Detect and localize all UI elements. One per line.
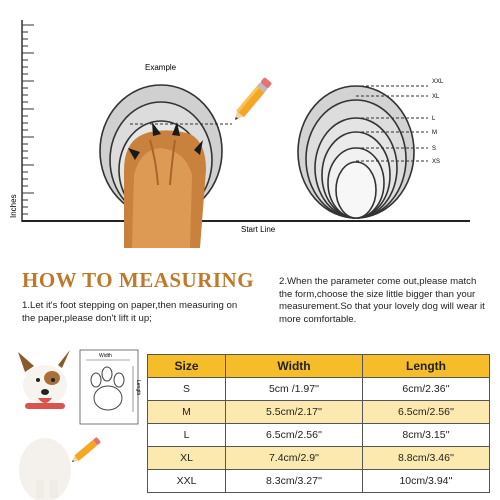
size-chart-table xyxy=(147,354,490,493)
dog-paw-illustration xyxy=(124,122,206,248)
marker-m: M xyxy=(432,130,437,136)
marker-xl: XL xyxy=(432,94,440,100)
right-size-ellipses xyxy=(298,86,414,218)
cell-length: 6.5cm/2.56'' xyxy=(363,401,490,424)
cell-length: 6cm/2.36'' xyxy=(363,378,490,401)
table-row xyxy=(148,424,490,447)
header-width: Width xyxy=(226,355,363,378)
dog-measure-illustration xyxy=(0,340,146,500)
paw-length-label: Length xyxy=(135,380,141,396)
how-to-title: HOW TO MEASURING xyxy=(22,268,255,292)
cell-size: XXL xyxy=(148,470,226,493)
instruction-step-1: 1.Let it's foot stepping on paper,then measuring on the paper,please don't lift it up; xyxy=(22,300,238,324)
example-label: Example xyxy=(145,63,177,72)
cell-width: 5.5cm/2.17'' xyxy=(226,401,363,424)
marker-xxl: XXL xyxy=(432,79,444,85)
paw-sketch xyxy=(80,350,141,424)
cell-length: 10cm/3.94'' xyxy=(363,470,490,493)
start-line-label: Start Line xyxy=(241,225,276,234)
marker-s: S xyxy=(432,146,437,152)
table-row xyxy=(148,401,490,424)
cell-width: 8.3cm/3.27'' xyxy=(226,470,363,493)
cell-size: S xyxy=(148,378,226,401)
cell-length: 8cm/3.15'' xyxy=(363,424,490,447)
cell-width: 5cm /1.97'' xyxy=(226,378,363,401)
table-row xyxy=(148,378,490,401)
table-header-row xyxy=(148,355,490,378)
paw-width-label: Width xyxy=(99,353,112,359)
dog-photo xyxy=(18,350,71,500)
marker-l: L xyxy=(432,116,436,122)
marker-xs: XS xyxy=(432,159,441,165)
pencil-icon-small xyxy=(70,437,101,465)
axis-label: Inches xyxy=(9,194,18,218)
pencil-icon xyxy=(231,77,272,123)
cell-width: 7.4cm/2.9'' xyxy=(226,447,363,470)
table-row xyxy=(148,447,490,470)
table-row xyxy=(148,470,490,493)
cell-size: L xyxy=(148,424,226,447)
cell-width: 6.5cm/2.56'' xyxy=(226,424,363,447)
header-size: Size xyxy=(148,355,226,378)
header-length: Length xyxy=(363,355,490,378)
cell-length: 8.8cm/3.46'' xyxy=(363,447,490,470)
cell-size: M xyxy=(148,401,226,424)
ruler-ticks xyxy=(22,25,34,214)
cell-size: XL xyxy=(148,447,226,470)
instruction-step-2: 2.When the parameter come out,please match the form,choose the size little bigger than your measurement.So that your lovely dog will wear it more comfortable. xyxy=(279,276,485,325)
